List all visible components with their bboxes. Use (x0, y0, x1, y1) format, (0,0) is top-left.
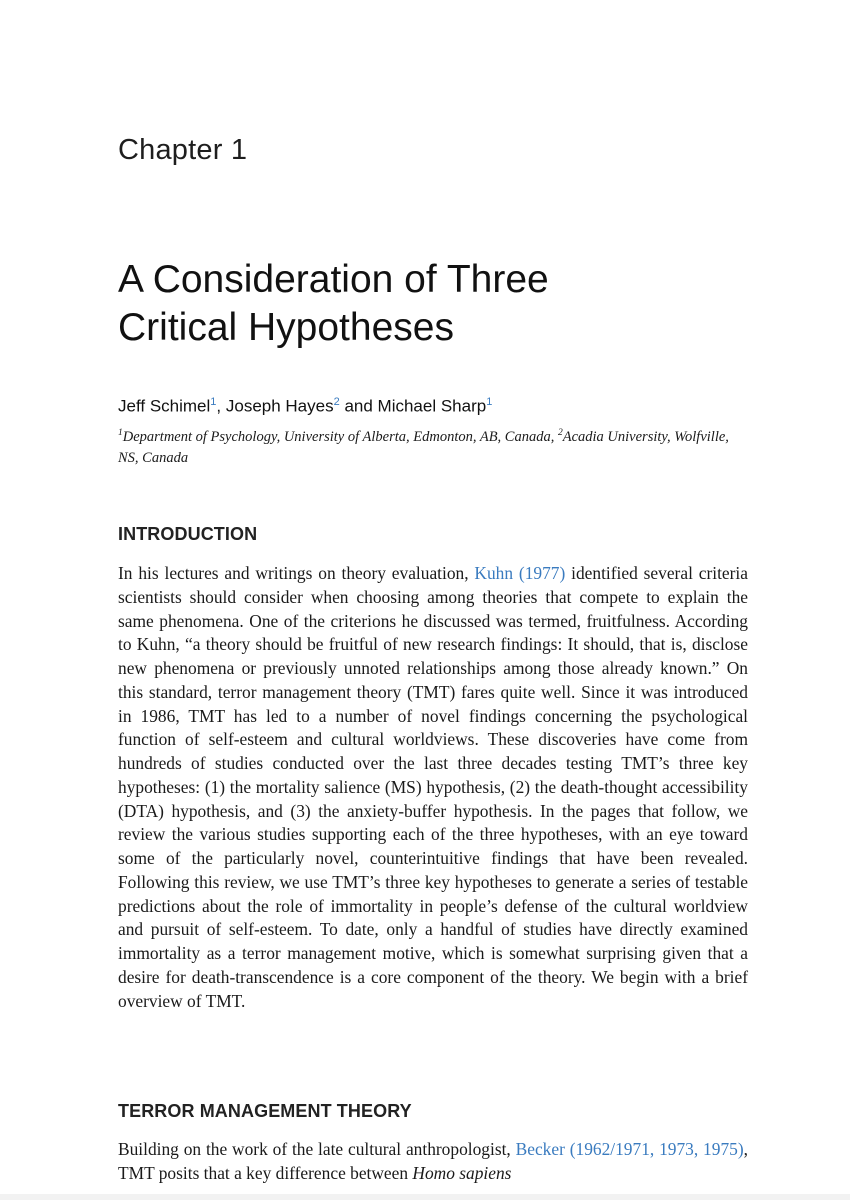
paragraph-text: In his lectures and writings on theory evaluation, (118, 563, 475, 583)
affiliation-marker: 1 (210, 396, 217, 408)
author-list (118, 396, 492, 417)
author-separator: and (339, 396, 378, 416)
author-name: Joseph Hayes (225, 396, 334, 416)
citation-link-kuhn[interactable]: Kuhn (1977) (474, 563, 566, 583)
section-heading-tmt: TERROR MANAGEMENT THEORY (118, 1101, 412, 1121)
paragraph-text: identified several criteria scientists should consider when choosing among theories that compete to explain the same phenomena. One of the criterions he discussed was termed, fruitfulness. According to Kuhn, “a theory should be fruitful of new research findings: It should, that is, disclose new phenomena or previously unnoted relationships among those already known.” On this standard, terror management theory (TMT) fares quite well. Since it was introduced in 1986, TMT has led to a number of novel findings concerning the psychological function of self-esteem and cultural worldviews. These discoveries have come from hundreds of studies conducted over the last three decades testing TMT’s three key hypotheses: (1) the mortality salience (MS) hypothesis, (2) the death-thought accessibility (DTA) hypothesis, and (3) the anxiety-buffer hypothesis. In the pages that follow, we review the various studies supporting each of the three hypotheses, with an eye toward some of the particularly novel, counterintuitive findings that have been revealed. Following this review, we use TMT’s three key hypotheses to generate a series of testable predictions about the role of immortality in people’s defense of the cultural worldview and pursuit of self-esteem. To date, only a handful of studies have directly examined immortality as a terror management motive, which is somewhat surprising given that a desire for death-transcendence is a core component of the theory. We begin with a brief overview of TMT. (118, 563, 748, 1011)
author-name: Jeff Schimel (118, 396, 211, 416)
affiliation-marker: 2 (333, 396, 340, 408)
chapter-label: Chapter 1 (118, 134, 248, 166)
chapter-title-line-2: Critical Hypotheses (118, 306, 454, 349)
paragraph-text: , TMT posits that a key difference between (118, 1139, 748, 1183)
chapter-title (118, 256, 738, 352)
author-separator: , (216, 396, 226, 416)
introduction-paragraph (118, 562, 748, 1013)
page-bottom-edge (0, 1194, 850, 1200)
author-name: Michael Sharp (377, 396, 487, 416)
italic-term: Homo sapiens (412, 1162, 512, 1183)
affiliation-text: Department of Psychology, University of Alberta, Edmonton, AB, Canada, (122, 428, 558, 445)
affiliation-number: 1 (118, 428, 123, 438)
section-heading-introduction: INTRODUCTION (118, 524, 258, 544)
affiliation-text: Acadia University, Wolfville, NS, Canada (118, 428, 729, 466)
tmt-paragraph (118, 1138, 748, 1186)
paragraph-text: Building on the work of the late cultural anthropologist, (118, 1139, 516, 1159)
affiliations (118, 423, 738, 469)
affiliation-number: 2 (557, 428, 563, 438)
affiliation-marker: 1 (486, 396, 493, 408)
chapter-title-line-1: A Consideration of Three (118, 258, 549, 301)
citation-link-becker[interactable]: Becker (1962/1971, 1973, 1975) (515, 1139, 744, 1159)
